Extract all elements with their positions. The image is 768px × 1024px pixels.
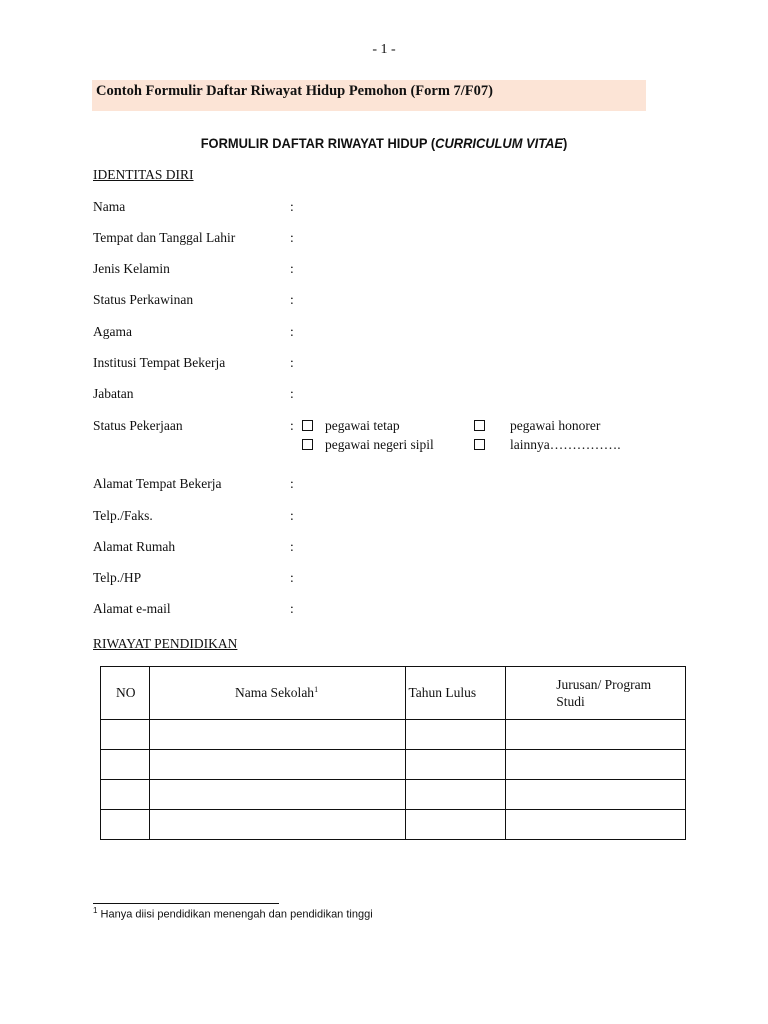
education-table [100,666,686,840]
field-colon: : [290,261,294,276]
footnote-divider [93,903,279,904]
header-major [506,667,686,720]
footnote [93,906,373,921]
header-no [101,667,150,720]
cell-no[interactable] [101,810,150,840]
field-label-agama: Agama [93,324,132,339]
field-label-alamat-tempat-bekerja: Alamat Tempat Bekerja [93,476,222,491]
field-label-institusi: Institusi Tempat Bekerja [93,355,226,370]
cell-year[interactable] [406,780,506,810]
footnote-text: Hanya diisi pendidikan menengah dan pendidikan tinggi [97,908,373,921]
form-title-italic: CURRICULUM VITAE [435,135,564,151]
cell-school[interactable] [149,810,406,840]
field-colon: : [290,199,294,214]
field-label-telp-hp: Telp./HP [93,570,142,585]
cell-no[interactable] [101,720,150,750]
cell-no[interactable] [101,780,150,810]
page-number: - 1 - [372,42,396,57]
form-title-main: FORMULIR DAFTAR RIWAYAT HIDUP ( [200,135,436,151]
field-colon: : [290,539,294,554]
form-banner [92,80,646,111]
field-label-email: Alamat e-mail [93,601,171,616]
option-label-pegawai-honorer: pegawai honorer [510,418,601,433]
field-colon: : [290,508,294,523]
cell-year[interactable] [406,750,506,780]
section-education-heading: RIWAYAT PENDIDIKAN [93,636,238,651]
cell-major[interactable] [506,750,686,780]
header-major-label-line1: Jurusan/ Program [556,677,652,692]
option-label-pegawai-negeri-sipil: pegawai negeri sipil [325,437,434,452]
cell-school[interactable] [149,780,406,810]
table-row [101,750,686,780]
field-colon: : [290,386,294,401]
field-colon: : [290,476,294,491]
cell-school[interactable] [149,720,406,750]
table-row [101,720,686,750]
cell-year[interactable] [406,720,506,750]
header-school-label: Nama Sekolah [234,685,315,701]
cell-year[interactable] [406,810,506,840]
checkbox-pegawai-negeri-sipil[interactable] [302,439,313,450]
field-label-tempat-tanggal-lahir: Tempat dan Tanggal Lahir [93,230,236,245]
field-colon: : [290,292,294,307]
cell-major[interactable] [506,810,686,840]
field-colon: : [290,230,294,245]
table-header-row [101,667,686,720]
footnote-marker: 1 [93,906,98,915]
field-label-telp-faks: Telp./Faks. [93,508,153,523]
checkbox-pegawai-honorer[interactable] [474,420,485,431]
form-title-close: ) [563,135,568,151]
header-no-label: NO [116,685,136,700]
cell-major[interactable] [506,720,686,750]
header-school [149,667,406,720]
cell-major[interactable] [506,780,686,810]
field-label-jabatan: Jabatan [93,386,134,401]
checkbox-lainnya[interactable] [474,439,485,450]
field-label-status-pekerjaan: Status Pekerjaan [93,418,183,433]
field-label-jenis-kelamin: Jenis Kelamin [93,261,170,276]
option-label-lainnya: lainnya……………. [510,437,621,452]
field-colon: : [290,355,294,370]
banner-title: Contoh Formulir Daftar Riwayat Hidup Pemohon (Form 7/F07) [96,83,493,99]
table-row [101,810,686,840]
header-school-footnote-ref: 1 [314,684,319,694]
cell-no[interactable] [101,750,150,780]
field-colon: : [290,418,294,433]
field-colon: : [290,601,294,616]
header-major-label-line2: Studi [556,694,585,709]
checkbox-pegawai-tetap[interactable] [302,420,313,431]
field-label-alamat-rumah: Alamat Rumah [93,539,176,554]
header-year-label: Tahun Lulus [408,685,477,700]
field-colon: : [290,570,294,585]
cell-school[interactable] [149,750,406,780]
option-label-pegawai-tetap: pegawai tetap [325,418,400,433]
form-title [31,135,738,151]
header-year [406,667,506,720]
field-colon: : [290,324,294,339]
field-label-status-perkawinan: Status Perkawinan [93,292,194,307]
field-label-nama: Nama [93,199,126,214]
table-row [101,780,686,810]
section-identity-heading: IDENTITAS DIRI [93,167,194,182]
